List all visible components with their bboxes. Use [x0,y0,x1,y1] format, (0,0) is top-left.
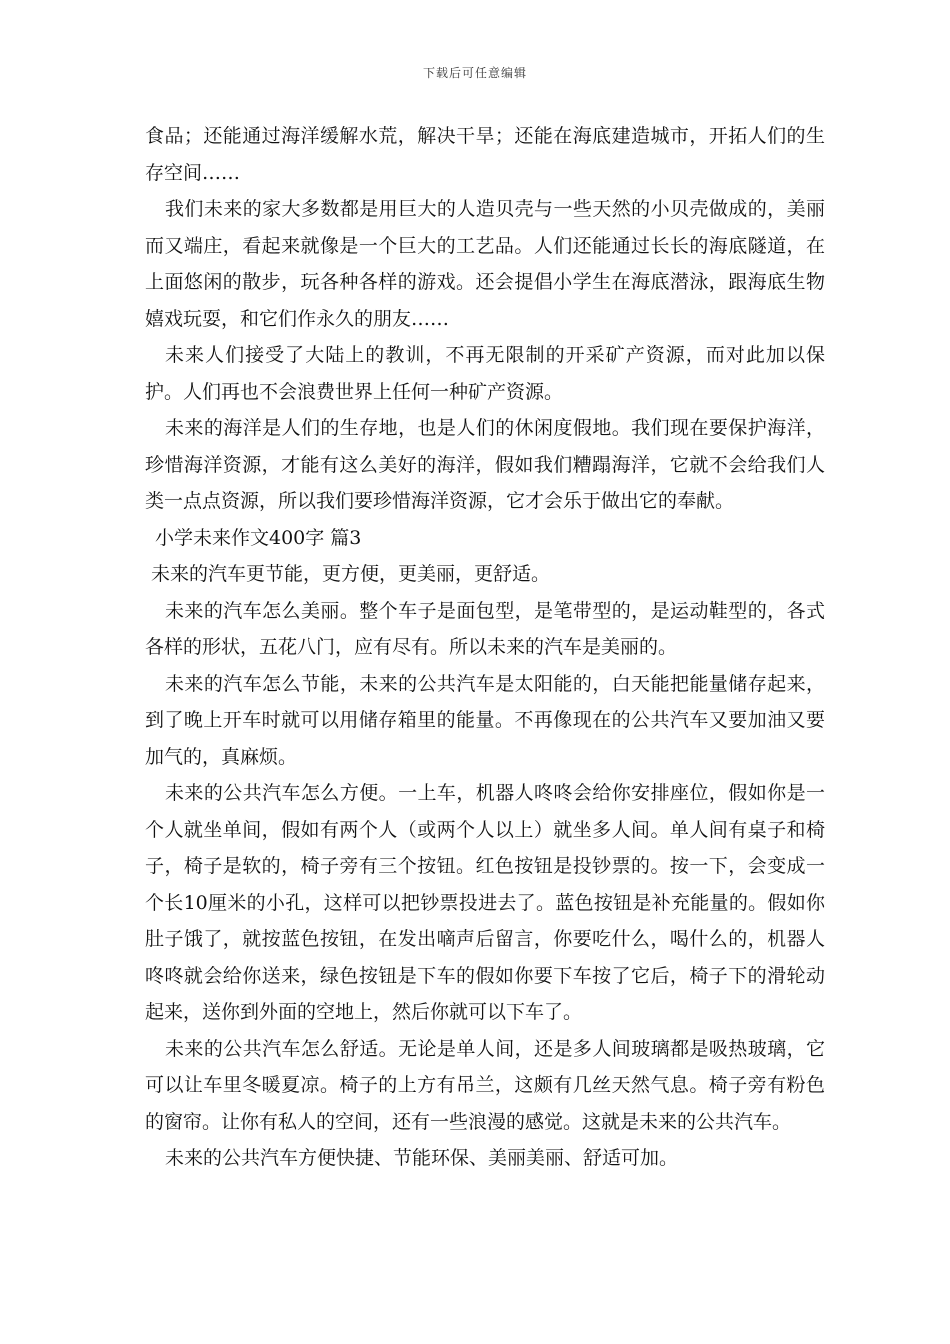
page-header: 下载后可任意编辑 [422,66,527,80]
paragraph-1: 食品；还能通过海洋缓解水荒，解决干旱；还能在海底建造城市，开拓人们的生存空间…… [145,125,825,184]
paragraph-9: 未来的公共汽车怎么方便。一上车，机器人咚咚会给你安排座位，假如你是一个人就坐单间，假如有两个人（或两个人以上）就坐多人间。单人间有桌子和椅子，椅子是软的，椅子旁有三个按钮。红色按钮是投钞票的。按一下，会变成一个长10厘米的小孔，这样可以把钞票投进去了。蓝色按钮是补充能量的。假如你肚子饿了，就按蓝色按钮，在发出嘀声后留言，你要吃什么，喝什么的，机器人咚咚就会给你送来，绿色按钮是下车的假如你要下车按了它后，椅子下的滑轮动起来，送你到外面的空地上，然后你就可以下车了。 [145,782,825,1023]
section-heading: 小学未来作文400字 篇3 [155,526,362,549]
document-body [145,118,825,1177]
paragraph-7: 未来的汽车怎么美丽。整个车子是面包型，是笔带型的，是运动鞋型的，各式各样的形状，五花八门，应有尽有。所以未来的汽车是美丽的。 [145,599,825,658]
paragraph-3: 未来人们接受了大陆上的教训，不再无限制的开采矿产资源，而对此加以保护。人们再也不会浪费世界上任何一种矿产资源。 [145,344,825,403]
paragraph-2: 我们未来的家大多数都是用巨大的人造贝壳与一些天然的小贝壳做成的，美丽而又端庄，看起来就像是一个巨大的工艺品。人们还能通过长长的海底隧道，在上面悠闲的散步，玩各种各样的游戏。还会提倡小学生在海底潜泳，跟海底生物嬉戏玩耍，和它们作永久的朋友…… [145,198,825,330]
paragraph-4: 未来的海洋是人们的生存地，也是人们的休闲度假地。我们现在要保护海洋，珍惜海洋资源，才能有这么美好的海洋，假如我们糟蹋海洋，它就不会给我们人类一点点资源，所以我们要珍惜海洋资源，它才会乐于做出它的奉献。 [145,417,825,512]
paragraph-10: 未来的公共汽车怎么舒适。无论是单人间，还是多人间玻璃都是吸热玻璃，它可以让车里冬暖夏凉。椅子的上方有吊兰，这颇有几丝天然气息。椅子旁有粉色的窗帘。让你有私人的空间，还有一些浪漫的感觉。这就是未来的公共汽车。 [145,1037,825,1133]
paragraph-11: 未来的公共汽车方便快捷、节能环保、美丽美丽、舒适可加。 [165,1147,679,1169]
paragraph-6: 未来的汽车更节能，更方便，更美丽，更舒适。 [151,563,551,585]
paragraph-8: 未来的汽车怎么节能，未来的公共汽车是太阳能的，白天能把能量储存起来，到了晚上开车时就可以用储存箱里的能量。不再像现在的公共汽车又要加油又要加气的，真麻烦。 [145,672,825,768]
